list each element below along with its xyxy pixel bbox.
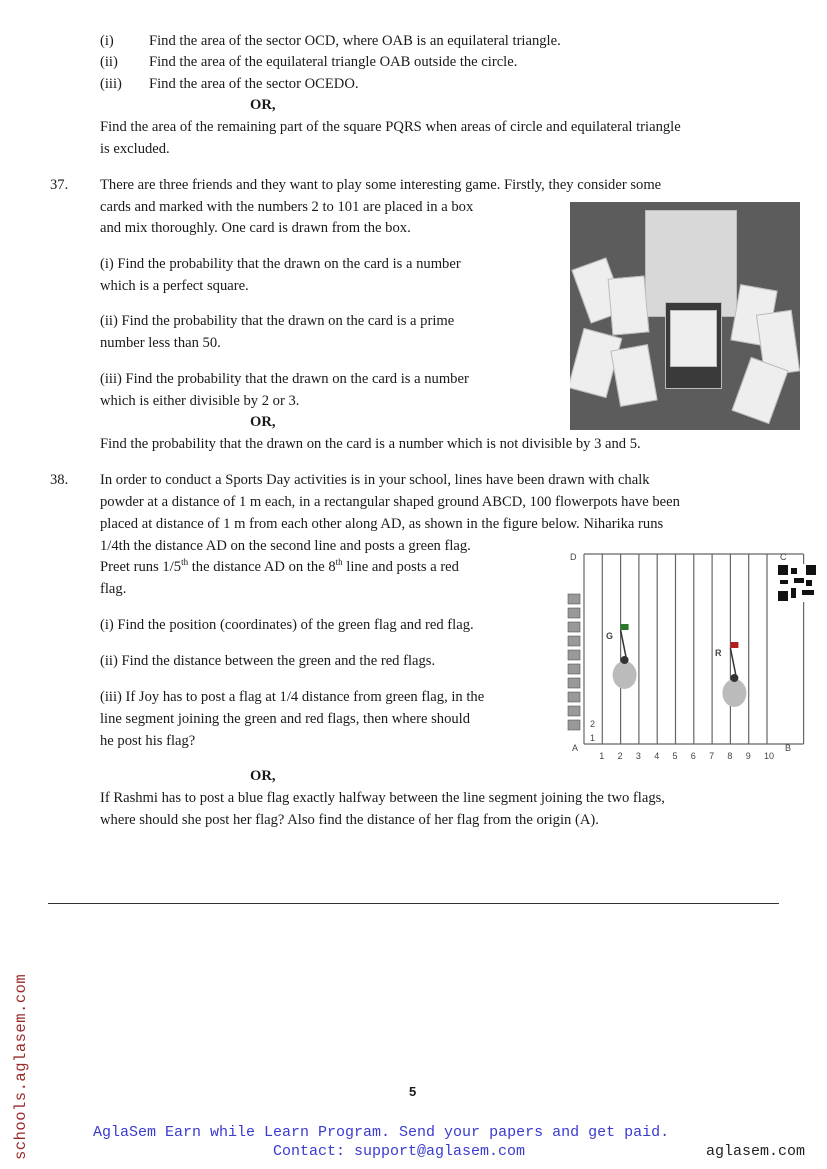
part-number: (ii) (100, 54, 118, 70)
x-tick: 10 (764, 751, 775, 761)
q38-or-text: where should she post her flag? Also find the distance of her flag from the origin (A). (100, 812, 599, 828)
corner-b: B (785, 743, 792, 753)
flag-pole (730, 648, 736, 678)
q38-or-text: If Rashmi has to post a blue flag exactly halfway between the line segment joining the two flags, (100, 790, 665, 806)
divider (48, 903, 779, 904)
footer-contact[interactable]: Contact: support@aglasem.com (273, 1143, 526, 1160)
x-tick: 4 (654, 751, 660, 761)
x-tick: 6 (690, 751, 696, 761)
q37-or-text: Find the probability that the drawn on the card is a number which is not divisible by 3 and 5. (100, 436, 641, 452)
q38-text: Preet runs 1/5th the distance AD on the 8th line and posts a red (100, 557, 459, 575)
runner-icon (722, 679, 746, 707)
part-text: Find the area of the sector OCD, where OAB is an equilateral triangle. (149, 33, 561, 49)
q37-part-i: (i) Find the probability that the drawn on the card is a number (100, 256, 461, 272)
x-tick: 7 (709, 751, 715, 761)
y-tick: 2 (590, 719, 596, 729)
corner-c: C (780, 552, 787, 562)
q38-text: powder at a distance of 1 m each, in a rectangular shaped ground ABCD, 100 flowerpots have been (100, 494, 680, 510)
or-label: OR, (250, 97, 276, 113)
watermark: schools.aglasem.com (12, 973, 30, 1160)
q38-part-i: (i) Find the position (coordinates) of the green flag and red flag. (100, 617, 474, 633)
q38-part-iii: (iii) If Joy has to post a flag at 1/4 distance from green flag, in the (100, 689, 485, 705)
flowerpot-icon (568, 706, 580, 716)
flowerpot-icon (568, 678, 580, 688)
q37-part-i: which is a perfect square. (100, 278, 249, 294)
flowerpot-icon (568, 636, 580, 646)
q38-part-iii: he post his flag? (100, 733, 196, 749)
flowerpot-icon (568, 720, 580, 730)
part-number: (iii) (100, 76, 122, 92)
corner-d: D (570, 552, 577, 562)
flag-pole (621, 630, 627, 660)
red-flag-icon (730, 642, 738, 648)
footer-site[interactable]: aglasem.com (706, 1143, 806, 1160)
x-tick: 5 (672, 751, 678, 761)
q38-part-iii: line segment joining the green and red flags, then where should (100, 711, 471, 727)
q37-text: and mix thoroughly. One card is drawn from the box. (100, 220, 411, 236)
page-number: 5 (409, 1084, 417, 1099)
or-label: OR, (250, 414, 276, 430)
y-tick: 1 (590, 733, 596, 743)
corner-a: A (572, 743, 579, 753)
q37-part-iii: which is either divisible by 2 or 3. (100, 393, 300, 409)
q36-or-text: Find the area of the remaining part of the square PQRS when areas of circle and equilateral triangle (100, 119, 681, 135)
cards-photo (570, 202, 800, 430)
flowerpot-icon (568, 594, 580, 604)
q38-text: flag. (100, 581, 127, 597)
qr-code-icon (777, 564, 817, 602)
flowerpot-icon (568, 608, 580, 618)
q37-part-iii: (iii) Find the probability that the drawn on the card is a number (100, 371, 469, 387)
q38-text: placed at distance of 1 m from each other along AD, as shown in the figure below. Niharika runs (100, 516, 664, 532)
flowerpot-icon (568, 650, 580, 660)
runner-icon (613, 661, 637, 689)
x-tick: 1 (599, 751, 605, 761)
q38-text: In order to conduct a Sports Day activities is in your school, lines have been drawn with chalk (100, 472, 650, 488)
sports-ground-figure (562, 550, 824, 765)
part-text: Find the area of the equilateral triangle OAB outside the circle. (149, 54, 518, 70)
q38-part-ii: (ii) Find the distance between the green and the red flags. (100, 653, 436, 669)
q37-text: cards and marked with the numbers 2 to 101 are placed in a box (100, 199, 474, 215)
q38-text: 1/4th the distance AD on the second line and posts a green flag. (100, 538, 471, 554)
q37-text: There are three friends and they want to play some interesting game. Firstly, they consider some (100, 177, 662, 193)
x-tick: 8 (727, 751, 733, 761)
part-text: Find the area of the sector OCEDO. (149, 76, 359, 92)
x-tick: 2 (617, 751, 623, 761)
red-flag-label: R (715, 648, 722, 658)
flowerpot-icon (568, 664, 580, 674)
flowerpot-icon (568, 692, 580, 702)
question-number: 38. (50, 472, 69, 488)
green-flag-icon (621, 624, 629, 630)
footer-promo: AglaSem Earn while Learn Program. Send your papers and get paid. (93, 1124, 670, 1141)
flowerpot-icon (568, 622, 580, 632)
q37-part-ii: (ii) Find the probability that the drawn on the card is a prime (100, 313, 455, 329)
q36-or-text: is excluded. (100, 141, 170, 157)
green-flag-label: G (606, 631, 614, 641)
x-tick: 3 (635, 751, 641, 761)
x-tick: 9 (745, 751, 751, 761)
or-label: OR, (250, 768, 276, 784)
part-number: (i) (100, 33, 114, 49)
q37-part-ii: number less than 50. (100, 335, 221, 351)
question-number: 37. (50, 177, 69, 193)
